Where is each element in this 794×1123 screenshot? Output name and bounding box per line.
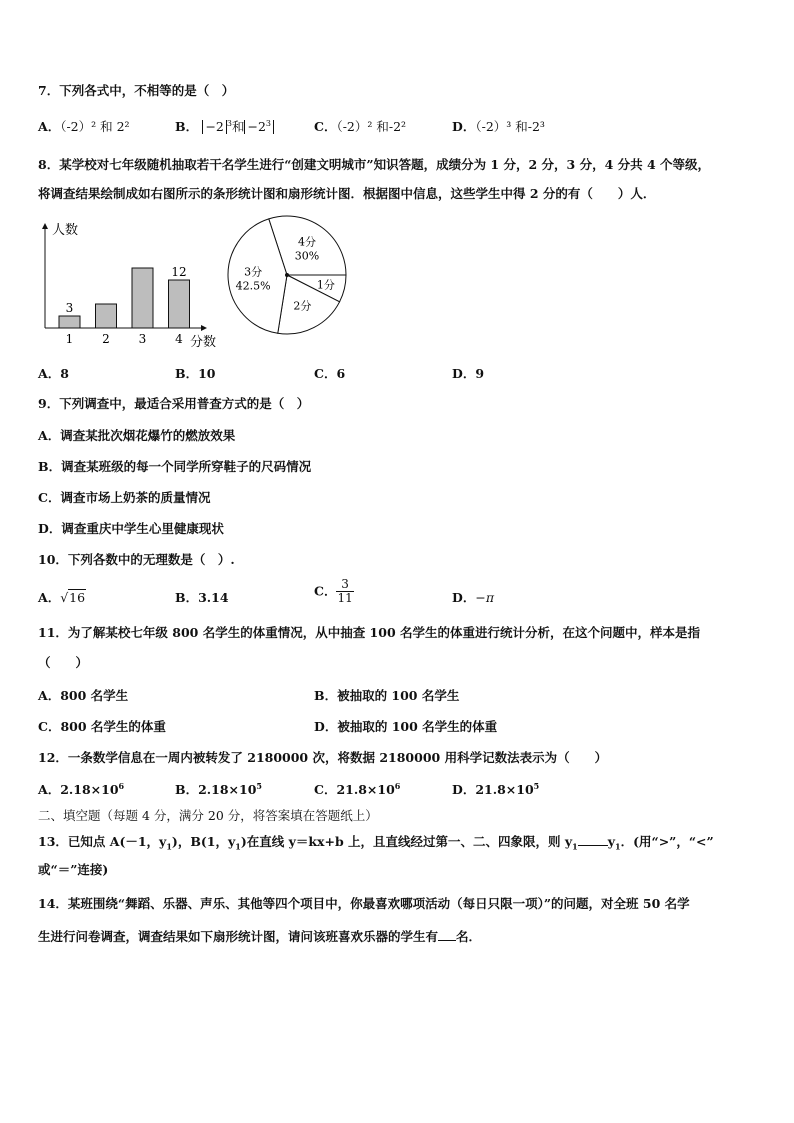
q13-stem-line2: 或“＝”连接) <box>38 862 109 877</box>
q9-option-d: D．调查重庆中学生心里健康现状 <box>38 521 224 536</box>
x-tick-label: 1 <box>65 332 74 346</box>
answer-blank <box>578 845 608 846</box>
q9-option-b: B．调查某班级的每一个同学所穿鞋子的尺码情况 <box>38 459 312 474</box>
q12-option-b: B．$2.18\times 10^5$ <box>175 780 262 797</box>
sqrt-expression: √16 <box>60 590 86 605</box>
q12-option-d: D．$21.8\times 10^5$ <box>452 780 540 797</box>
q12-option-c: C．$21.8\times 10^6$ <box>314 780 401 797</box>
y-axis-label: 人数 <box>52 223 79 238</box>
q7-option-c: C．（-2）² 和-2² <box>314 119 407 134</box>
abs-value-1: −2 <box>202 120 226 134</box>
q8-option-d: D．9 <box>452 366 485 381</box>
pie-slice-percent: 30% <box>294 249 320 263</box>
q8-option-c: C．6 <box>314 366 346 381</box>
q12-option-a: A．$2.18\times 10^6$ <box>38 780 125 797</box>
pie-chart <box>225 213 353 341</box>
fraction: $\frac{3}{11}$ <box>337 577 353 605</box>
q7-stem: 7．下列各式中，不相等的是（ ） <box>38 83 235 98</box>
q7-option-a: A．（-2）² 和 2² <box>38 119 130 134</box>
answer-blank <box>438 940 456 941</box>
q8-option-b: B．10 <box>175 366 216 381</box>
q10-stem: 10．下列各数中的无理数是（ ）. <box>38 552 235 567</box>
q14-stem-line1: 14．某班围绕“舞蹈、乐器、声乐、其他等四个项目中，你最喜欢哪项活动（每日只限一项）”的问题，对全班 50 名学 <box>38 896 690 911</box>
q9-option-a: A．调查某批次烟花爆竹的燃放效果 <box>38 428 236 443</box>
q7-option-d: D．（-2）³ 和-2³ <box>452 119 545 134</box>
q11-option-c: C．800 名学生的体重 <box>38 719 166 734</box>
q10-option-d: D．−π <box>452 590 495 605</box>
q11-stem-line2: （ ） <box>38 655 89 670</box>
q13-stem-line1: 13．已知点 A(－1，$y_1$)，B(1，$y_1$)在直线 y＝kx+b 上，且直线经过第一、二、四象限，则 $y_1$ $y_1$．(用“>”，“<” <box>38 834 714 852</box>
abs-value-2: $-2^3$ <box>244 120 274 134</box>
q12-stem: 12．一条数学信息在一周内被转发了 2180000 次，将数据 2180000 用科学记数法表示为（ ） <box>38 750 608 765</box>
q10-option-b: B．3.14 <box>175 590 229 605</box>
q14-stem-line2: 生进行问卷调查，调查结果如下扇形统计图，请问该班喜欢乐器的学生有 名． <box>38 929 482 944</box>
q10-option-a: A．√16 <box>38 590 86 605</box>
q7-option-b: B． −2 $^3$和 $-2^3$ <box>175 119 274 135</box>
bar-data-label: 12 <box>171 265 187 279</box>
x-axis-label: 分数 <box>190 335 217 350</box>
pie-center-dot <box>285 273 289 277</box>
q9-option-c: C．调查市场上奶茶的质量情况 <box>38 490 211 505</box>
pie-slice-label: 4分 <box>297 235 316 249</box>
pie-slice-label: 1分 <box>316 278 335 292</box>
q11-option-a: A．800 名学生 <box>38 688 129 703</box>
section-heading-fill-in: 二、填空题（每题 4 分，满分 20 分，将答案填在答题纸上） <box>38 808 378 823</box>
q8-option-a: A．8 <box>38 366 69 381</box>
bar-2 <box>96 304 117 328</box>
q11-stem-line1: 11．为了解某校七年级 800 名学生的体重情况，从中抽查 100 名学生的体重进行统计分析，在这个问题中，样本是指 <box>38 625 700 640</box>
x-tick-label: 2 <box>102 332 110 346</box>
pie-slice-label: 2分 <box>293 299 312 313</box>
x-tick-label: 4 <box>175 332 183 346</box>
bar-1 <box>59 316 80 328</box>
q11-option-b: B．被抽取的 100 名学生 <box>314 688 460 703</box>
q10-option-c: C． $\frac{3}{11}$ <box>314 577 353 605</box>
pie-slice-label: 3分 <box>244 265 263 279</box>
x-tick-label: 3 <box>138 332 147 346</box>
bar-chart <box>30 216 230 352</box>
bar-4 <box>169 280 190 328</box>
bar-data-label: 3 <box>65 301 74 315</box>
q9-stem: 9．下列调查中，最适合采用普查方式的是（ ） <box>38 396 310 411</box>
bar-3 <box>132 268 153 328</box>
pie-slice-percent: 42.5% <box>235 279 271 293</box>
sqrt-sign-icon: √ <box>60 590 69 605</box>
q8-stem-line2: 将调查结果绘制成如右图所示的条形统计图和扇形统计图．根据图中信息，这些学生中得 2 分的有（ ）人． <box>38 186 656 201</box>
q8-stem-line1: 8．某学校对七年级随机抽取若干名学生进行“创建文明城市”知识答题，成绩分为 1 分，2 分，3 分，4 分共 4 个等级， <box>38 157 711 172</box>
q11-option-d: D．被抽取的 100 名学生的体重 <box>314 719 498 734</box>
